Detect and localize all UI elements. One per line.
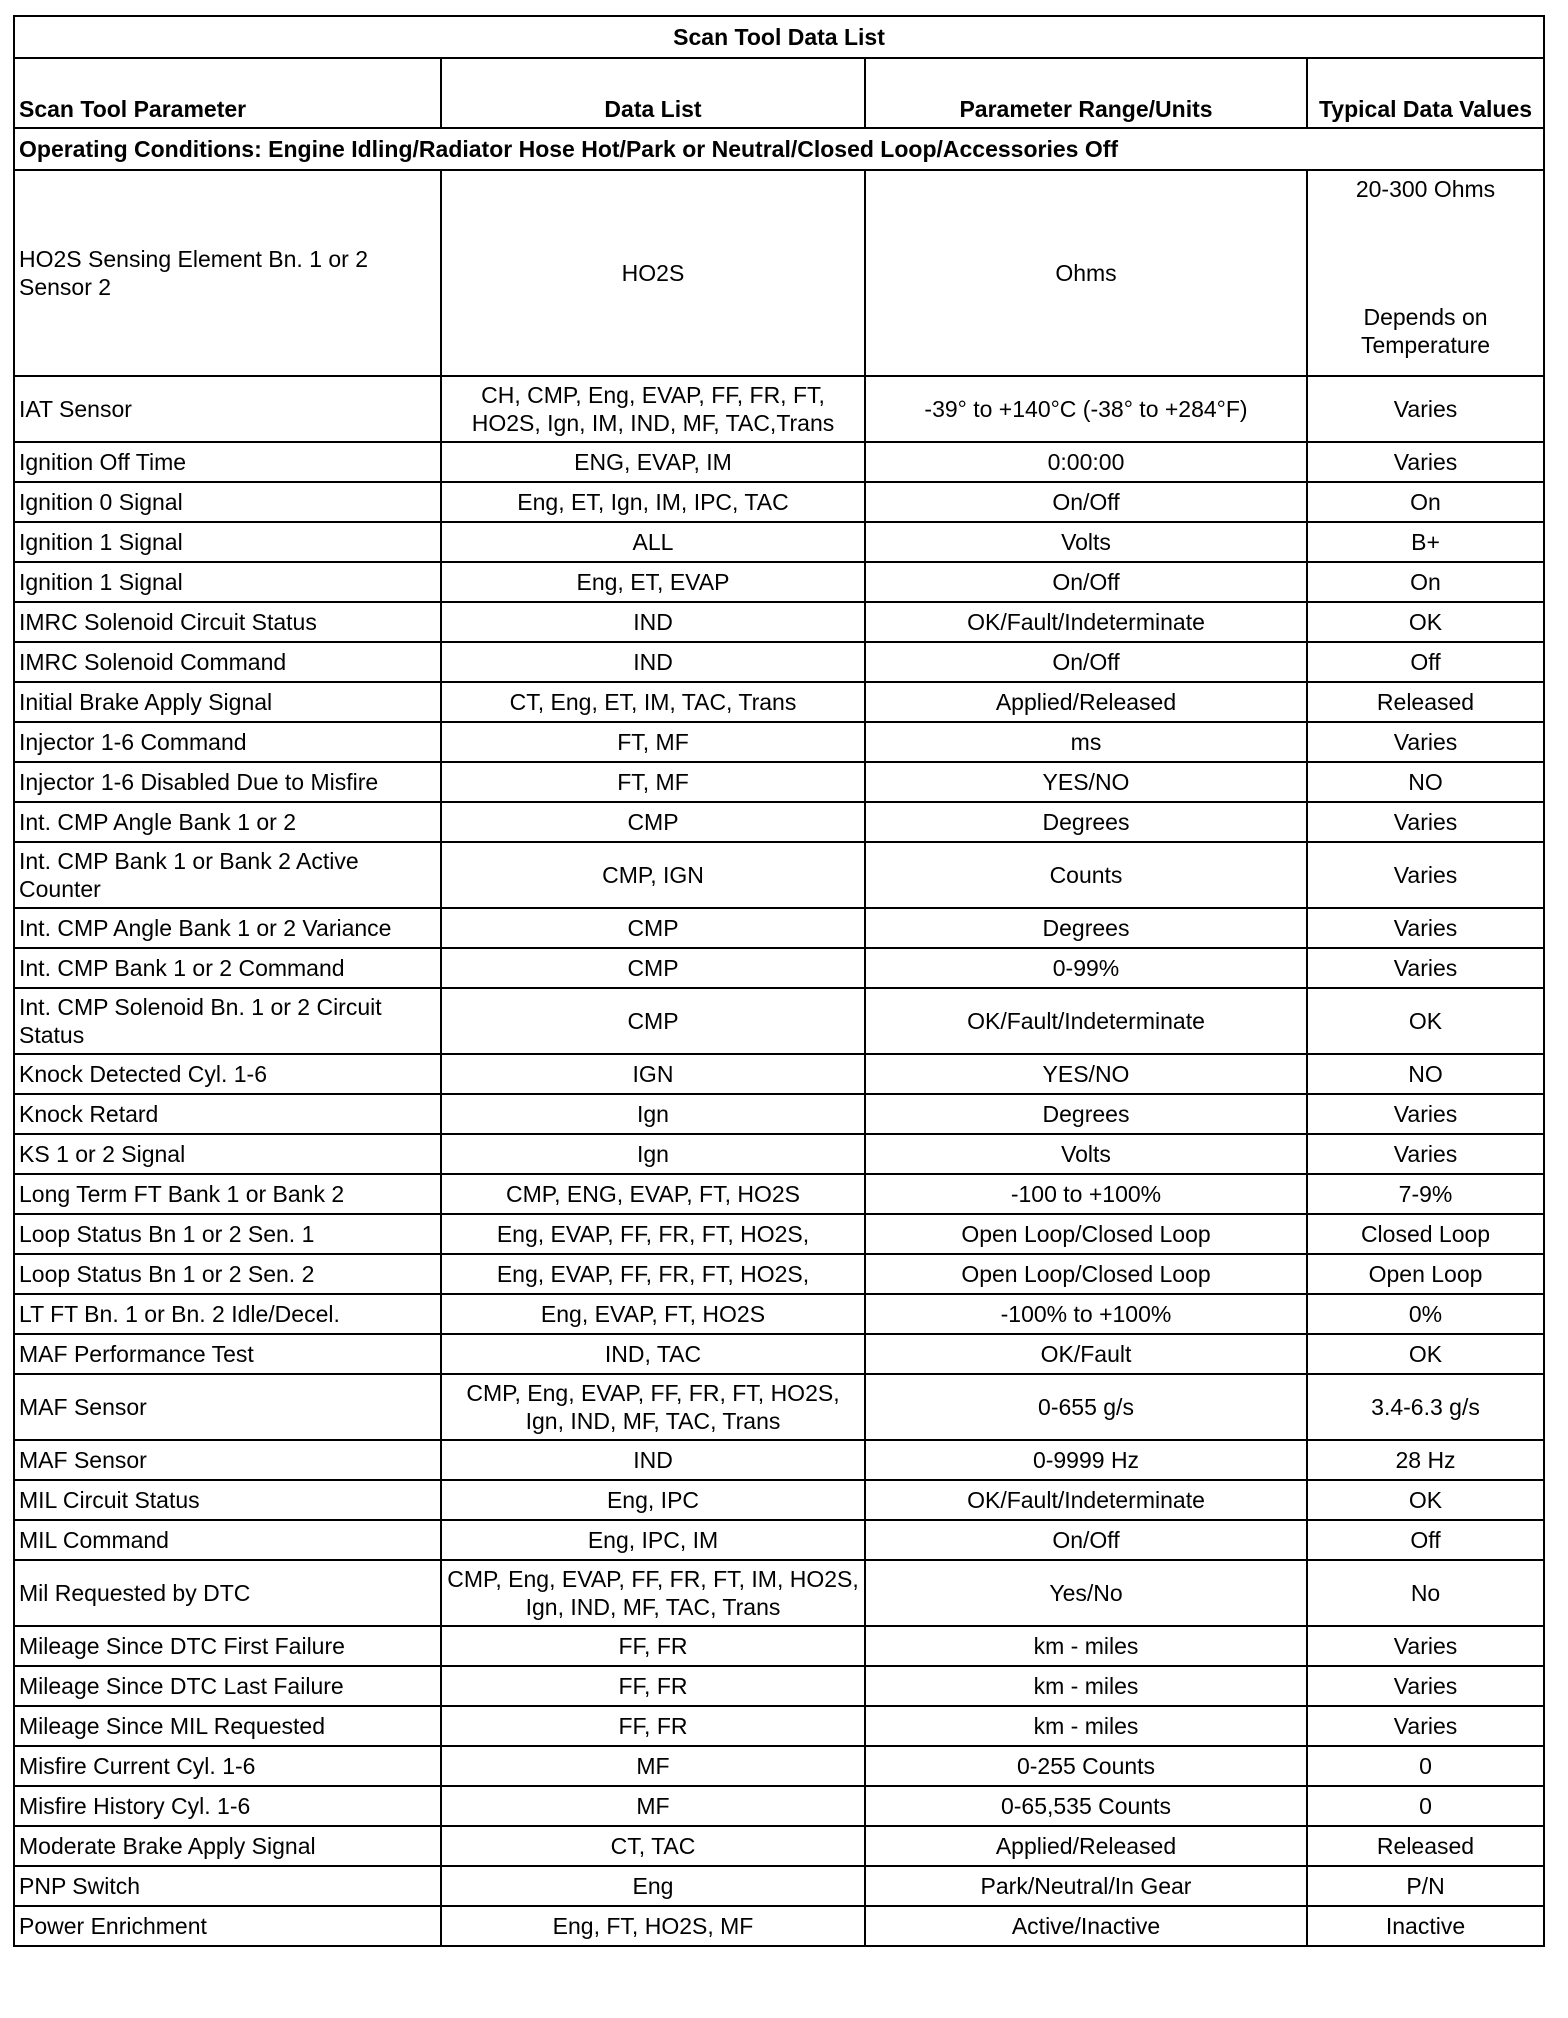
cell-typical-value: OK: [1307, 1480, 1544, 1520]
table-row: [14, 376, 1544, 442]
cell-data-list: IND: [441, 602, 865, 642]
cell-parameter: Int. CMP Angle Bank 1 or 2 Variance: [14, 908, 441, 948]
cell-parameter: Injector 1-6 Disabled Due to Misfire: [14, 762, 441, 802]
table-row: [14, 1520, 1544, 1560]
table-row: [14, 908, 1544, 948]
cell-data-list: Ign: [441, 1134, 865, 1174]
cell-parameter: PNP Switch: [14, 1866, 441, 1906]
table-row: [14, 1480, 1544, 1520]
cell-data-list: CMP: [441, 988, 865, 1054]
cell-range-units: On/Off: [865, 482, 1307, 522]
cell-typical-value: Off: [1307, 642, 1544, 682]
cell-range-units: Park/Neutral/In Gear: [865, 1866, 1307, 1906]
cell-typical-value: OK: [1307, 1334, 1544, 1374]
cell-typical-value: Closed Loop: [1307, 1214, 1544, 1254]
table-row: [14, 1374, 1544, 1440]
cell-range-units: -100 to +100%: [865, 1174, 1307, 1214]
cell-data-list: CMP, ENG, EVAP, FT, HO2S: [441, 1174, 865, 1214]
cell-data-list: FF, FR: [441, 1666, 865, 1706]
cell-typical-value: Varies: [1307, 802, 1544, 842]
cell-range-units: ms: [865, 722, 1307, 762]
table-row: [14, 1134, 1544, 1174]
table-row: [14, 642, 1544, 682]
cell-range-units: Active/Inactive: [865, 1906, 1307, 1946]
cell-typical-value: NO: [1307, 762, 1544, 802]
cell-data-list: IGN: [441, 1054, 865, 1094]
cell-typical-value: OK: [1307, 602, 1544, 642]
cell-parameter: Long Term FT Bank 1 or Bank 2: [14, 1174, 441, 1214]
scan-tool-data-table: [13, 15, 1545, 1947]
cell-parameter: MAF Sensor: [14, 1374, 441, 1440]
cell-range-units: YES/NO: [865, 1054, 1307, 1094]
cell-parameter: MIL Circuit Status: [14, 1480, 441, 1520]
cell-range-units: Degrees: [865, 908, 1307, 948]
cell-typical-value: Inactive: [1307, 1906, 1544, 1946]
cell-range-units: YES/NO: [865, 762, 1307, 802]
cell-range-units: Applied/Released: [865, 1826, 1307, 1866]
cell-parameter: Ignition Off Time: [14, 442, 441, 482]
cell-typical-value: Off: [1307, 1520, 1544, 1560]
cell-range-units: Volts: [865, 522, 1307, 562]
cell-data-list: Ign: [441, 1094, 865, 1134]
table-row: [14, 442, 1544, 482]
table-row: [14, 1054, 1544, 1094]
cell-data-list: Eng: [441, 1866, 865, 1906]
cell-parameter: Moderate Brake Apply Signal: [14, 1826, 441, 1866]
typical-value-primary: 20-300 Ohms: [1355, 176, 1496, 202]
cell-range-units: On/Off: [865, 1520, 1307, 1560]
cell-range-units: Degrees: [865, 1094, 1307, 1134]
cell-range-units: OK/Fault/Indeterminate: [865, 602, 1307, 642]
cell-data-list: CMP, Eng, EVAP, FF, FR, FT, HO2S, Ign, IND, MF, TAC, Trans: [441, 1374, 865, 1440]
cell-data-list: CMP, Eng, EVAP, FF, FR, FT, IM, HO2S, Ign, IND, MF, TAC, Trans: [441, 1560, 865, 1626]
cell-range-units: 0-99%: [865, 948, 1307, 988]
cell-typical-value: 3.4-6.3 g/s: [1307, 1374, 1544, 1440]
cell-data-list: ALL: [441, 522, 865, 562]
cell-typical-value: B+: [1307, 522, 1544, 562]
cell-range-units: Open Loop/Closed Loop: [865, 1254, 1307, 1294]
typical-value-note: Depends on Temperature: [1360, 304, 1491, 358]
cell-data-list: CMP, IGN: [441, 842, 865, 908]
table-row: [14, 1666, 1544, 1706]
table-row: [14, 1334, 1544, 1374]
cell-typical-value: 0%: [1307, 1294, 1544, 1334]
cell-data-list: CH, CMP, Eng, EVAP, FF, FR, FT, HO2S, Ign, IM, IND, MF, TAC,Trans: [441, 376, 865, 442]
cell-parameter: Loop Status Bn 1 or 2 Sen. 2: [14, 1254, 441, 1294]
cell-parameter: Ignition 1 Signal: [14, 522, 441, 562]
cell-data-list: CMP: [441, 802, 865, 842]
cell-parameter: Int. CMP Solenoid Bn. 1 or 2 Circuit Status: [14, 988, 441, 1054]
table-row: [14, 170, 1544, 376]
cell-parameter: Loop Status Bn 1 or 2 Sen. 1: [14, 1214, 441, 1254]
cell-typical-value: Varies: [1307, 1626, 1544, 1666]
table-row: [14, 1866, 1544, 1906]
cell-typical-value: 0: [1307, 1786, 1544, 1826]
cell-range-units: On/Off: [865, 562, 1307, 602]
cell-parameter: LT FT Bn. 1 or Bn. 2 Idle/Decel.: [14, 1294, 441, 1334]
cell-data-list: CMP: [441, 948, 865, 988]
cell-data-list: Eng, IPC: [441, 1480, 865, 1520]
cell-data-list: Eng, EVAP, FF, FR, FT, HO2S,: [441, 1254, 865, 1294]
cell-data-list: Eng, EVAP, FT, HO2S: [441, 1294, 865, 1334]
table-row: [14, 802, 1544, 842]
cell-range-units: Degrees: [865, 802, 1307, 842]
cell-parameter: Mileage Since MIL Requested: [14, 1706, 441, 1746]
table-row: [14, 988, 1544, 1054]
cell-parameter: Int. CMP Angle Bank 1 or 2: [14, 802, 441, 842]
table-row: [14, 1906, 1544, 1946]
table-row: [14, 948, 1544, 988]
cell-data-list: MF: [441, 1746, 865, 1786]
cell-parameter: Ignition 0 Signal: [14, 482, 441, 522]
table-row: [14, 1214, 1544, 1254]
table-row: [14, 842, 1544, 908]
cell-data-list: FF, FR: [441, 1706, 865, 1746]
cell-range-units: Applied/Released: [865, 682, 1307, 722]
cell-typical-value: Varies: [1307, 1706, 1544, 1746]
cell-data-list: FF, FR: [441, 1626, 865, 1666]
table-row: [14, 1294, 1544, 1334]
cell-typical-value: 0: [1307, 1746, 1544, 1786]
cell-range-units: Volts: [865, 1134, 1307, 1174]
cell-parameter: Mil Requested by DTC: [14, 1560, 441, 1626]
cell-range-units: km - miles: [865, 1626, 1307, 1666]
table-row: [14, 1626, 1544, 1666]
cell-parameter: KS 1 or 2 Signal: [14, 1134, 441, 1174]
cell-range-units: Yes/No: [865, 1560, 1307, 1626]
cell-typical-value: 7-9%: [1307, 1174, 1544, 1214]
cell-typical-value: Varies: [1307, 1094, 1544, 1134]
cell-parameter: Mileage Since DTC First Failure: [14, 1626, 441, 1666]
cell-typical-value: Varies: [1307, 1134, 1544, 1174]
cell-parameter: MIL Command: [14, 1520, 441, 1560]
table-row: [14, 762, 1544, 802]
cell-parameter: IMRC Solenoid Command: [14, 642, 441, 682]
cell-parameter: Injector 1-6 Command: [14, 722, 441, 762]
cell-parameter: Misfire History Cyl. 1-6: [14, 1786, 441, 1826]
table-row: [14, 602, 1544, 642]
cell-range-units: Ohms: [865, 170, 1307, 376]
cell-range-units: 0:00:00: [865, 442, 1307, 482]
table-row: [14, 562, 1544, 602]
table-row: [14, 1746, 1544, 1786]
cell-range-units: Counts: [865, 842, 1307, 908]
cell-parameter: IAT Sensor: [14, 376, 441, 442]
table-row: [14, 682, 1544, 722]
cell-typical-value: OK: [1307, 988, 1544, 1054]
table-row: [14, 522, 1544, 562]
cell-range-units: Open Loop/Closed Loop: [865, 1214, 1307, 1254]
header-data-list: Data List: [441, 58, 865, 128]
cell-typical-value: Varies: [1307, 908, 1544, 948]
cell-data-list: FT, MF: [441, 722, 865, 762]
cell-parameter: Misfire Current Cyl. 1-6: [14, 1746, 441, 1786]
table-row: [14, 482, 1544, 522]
header-typical-values: Typical Data Values: [1307, 58, 1544, 128]
cell-data-list: ENG, EVAP, IM: [441, 442, 865, 482]
cell-parameter: Mileage Since DTC Last Failure: [14, 1666, 441, 1706]
table-title: Scan Tool Data List: [14, 16, 1544, 58]
cell-data-list: FT, MF: [441, 762, 865, 802]
table-row: [14, 1094, 1544, 1134]
cell-data-list: HO2S: [441, 170, 865, 376]
cell-typical-value: Released: [1307, 682, 1544, 722]
cell-parameter: Int. CMP Bank 1 or Bank 2 Active Counter: [14, 842, 441, 908]
cell-typical-value: 28 Hz: [1307, 1440, 1544, 1480]
cell-typical-value: NO: [1307, 1054, 1544, 1094]
cell-range-units: -39° to +140°C (-38° to +284°F): [865, 376, 1307, 442]
cell-data-list: IND, TAC: [441, 1334, 865, 1374]
cell-range-units: On/Off: [865, 642, 1307, 682]
cell-parameter: Knock Detected Cyl. 1-6: [14, 1054, 441, 1094]
cell-data-list: Eng, IPC, IM: [441, 1520, 865, 1560]
cell-range-units: 0-255 Counts: [865, 1746, 1307, 1786]
table-row: [14, 1440, 1544, 1480]
cell-parameter: MAF Performance Test: [14, 1334, 441, 1374]
cell-typical-value: No: [1307, 1560, 1544, 1626]
table-row: [14, 1706, 1544, 1746]
cell-data-list: Eng, ET, EVAP: [441, 562, 865, 602]
cell-data-list: CT, Eng, ET, IM, TAC, Trans: [441, 682, 865, 722]
cell-typical-value: Varies: [1307, 722, 1544, 762]
cell-range-units: OK/Fault/Indeterminate: [865, 1480, 1307, 1520]
cell-data-list: Eng, ET, Ign, IM, IPC, TAC: [441, 482, 865, 522]
cell-typical-value: On: [1307, 562, 1544, 602]
table-row: [14, 1786, 1544, 1826]
cell-parameter: Ignition 1 Signal: [14, 562, 441, 602]
cell-data-list: IND: [441, 642, 865, 682]
cell-range-units: -100% to +100%: [865, 1294, 1307, 1334]
cell-data-list: CT, TAC: [441, 1826, 865, 1866]
cell-typical-value: P/N: [1307, 1866, 1544, 1906]
cell-typical-value: Varies: [1307, 948, 1544, 988]
cell-parameter: Knock Retard: [14, 1094, 441, 1134]
cell-data-list: IND: [441, 1440, 865, 1480]
cell-range-units: 0-655 g/s: [865, 1374, 1307, 1440]
cell-range-units: km - miles: [865, 1666, 1307, 1706]
table-row: [14, 1174, 1544, 1214]
table-row: [14, 1254, 1544, 1294]
header-parameter: Scan Tool Parameter: [14, 58, 441, 128]
cell-parameter: Power Enrichment: [14, 1906, 441, 1946]
cell-typical-value: On: [1307, 482, 1544, 522]
cell-range-units: 0-9999 Hz: [865, 1440, 1307, 1480]
cell-data-list: Eng, EVAP, FF, FR, FT, HO2S,: [441, 1214, 865, 1254]
cell-parameter: HO2S Sensing Element Bn. 1 or 2 Sensor 2: [14, 170, 441, 376]
cell-data-list: Eng, FT, HO2S, MF: [441, 1906, 865, 1946]
cell-typical-value: Varies: [1307, 442, 1544, 482]
table-row: [14, 1826, 1544, 1866]
table-row: [14, 722, 1544, 762]
header-range-units: Parameter Range/Units: [865, 58, 1307, 128]
cell-parameter: Initial Brake Apply Signal: [14, 682, 441, 722]
cell-range-units: 0-65,535 Counts: [865, 1786, 1307, 1826]
cell-parameter: IMRC Solenoid Circuit Status: [14, 602, 441, 642]
table-row: [14, 1560, 1544, 1626]
cell-range-units: km - miles: [865, 1706, 1307, 1746]
operating-conditions: Operating Conditions: Engine Idling/Radiator Hose Hot/Park or Neutral/Closed Loop/Accessories Off: [14, 128, 1544, 170]
cell-typical-value: Released: [1307, 1826, 1544, 1866]
cell-typical-value: Varies: [1307, 1666, 1544, 1706]
cell-range-units: OK/Fault: [865, 1334, 1307, 1374]
cell-data-list: MF: [441, 1786, 865, 1826]
cell-parameter: MAF Sensor: [14, 1440, 441, 1480]
cell-typical-value: Varies: [1307, 842, 1544, 908]
cell-range-units: OK/Fault/Indeterminate: [865, 988, 1307, 1054]
cell-parameter: Int. CMP Bank 1 or 2 Command: [14, 948, 441, 988]
cell-typical-value: Varies: [1307, 376, 1544, 442]
cell-typical-value: [1307, 170, 1544, 376]
cell-data-list: CMP: [441, 908, 865, 948]
cell-typical-value: Open Loop: [1307, 1254, 1544, 1294]
